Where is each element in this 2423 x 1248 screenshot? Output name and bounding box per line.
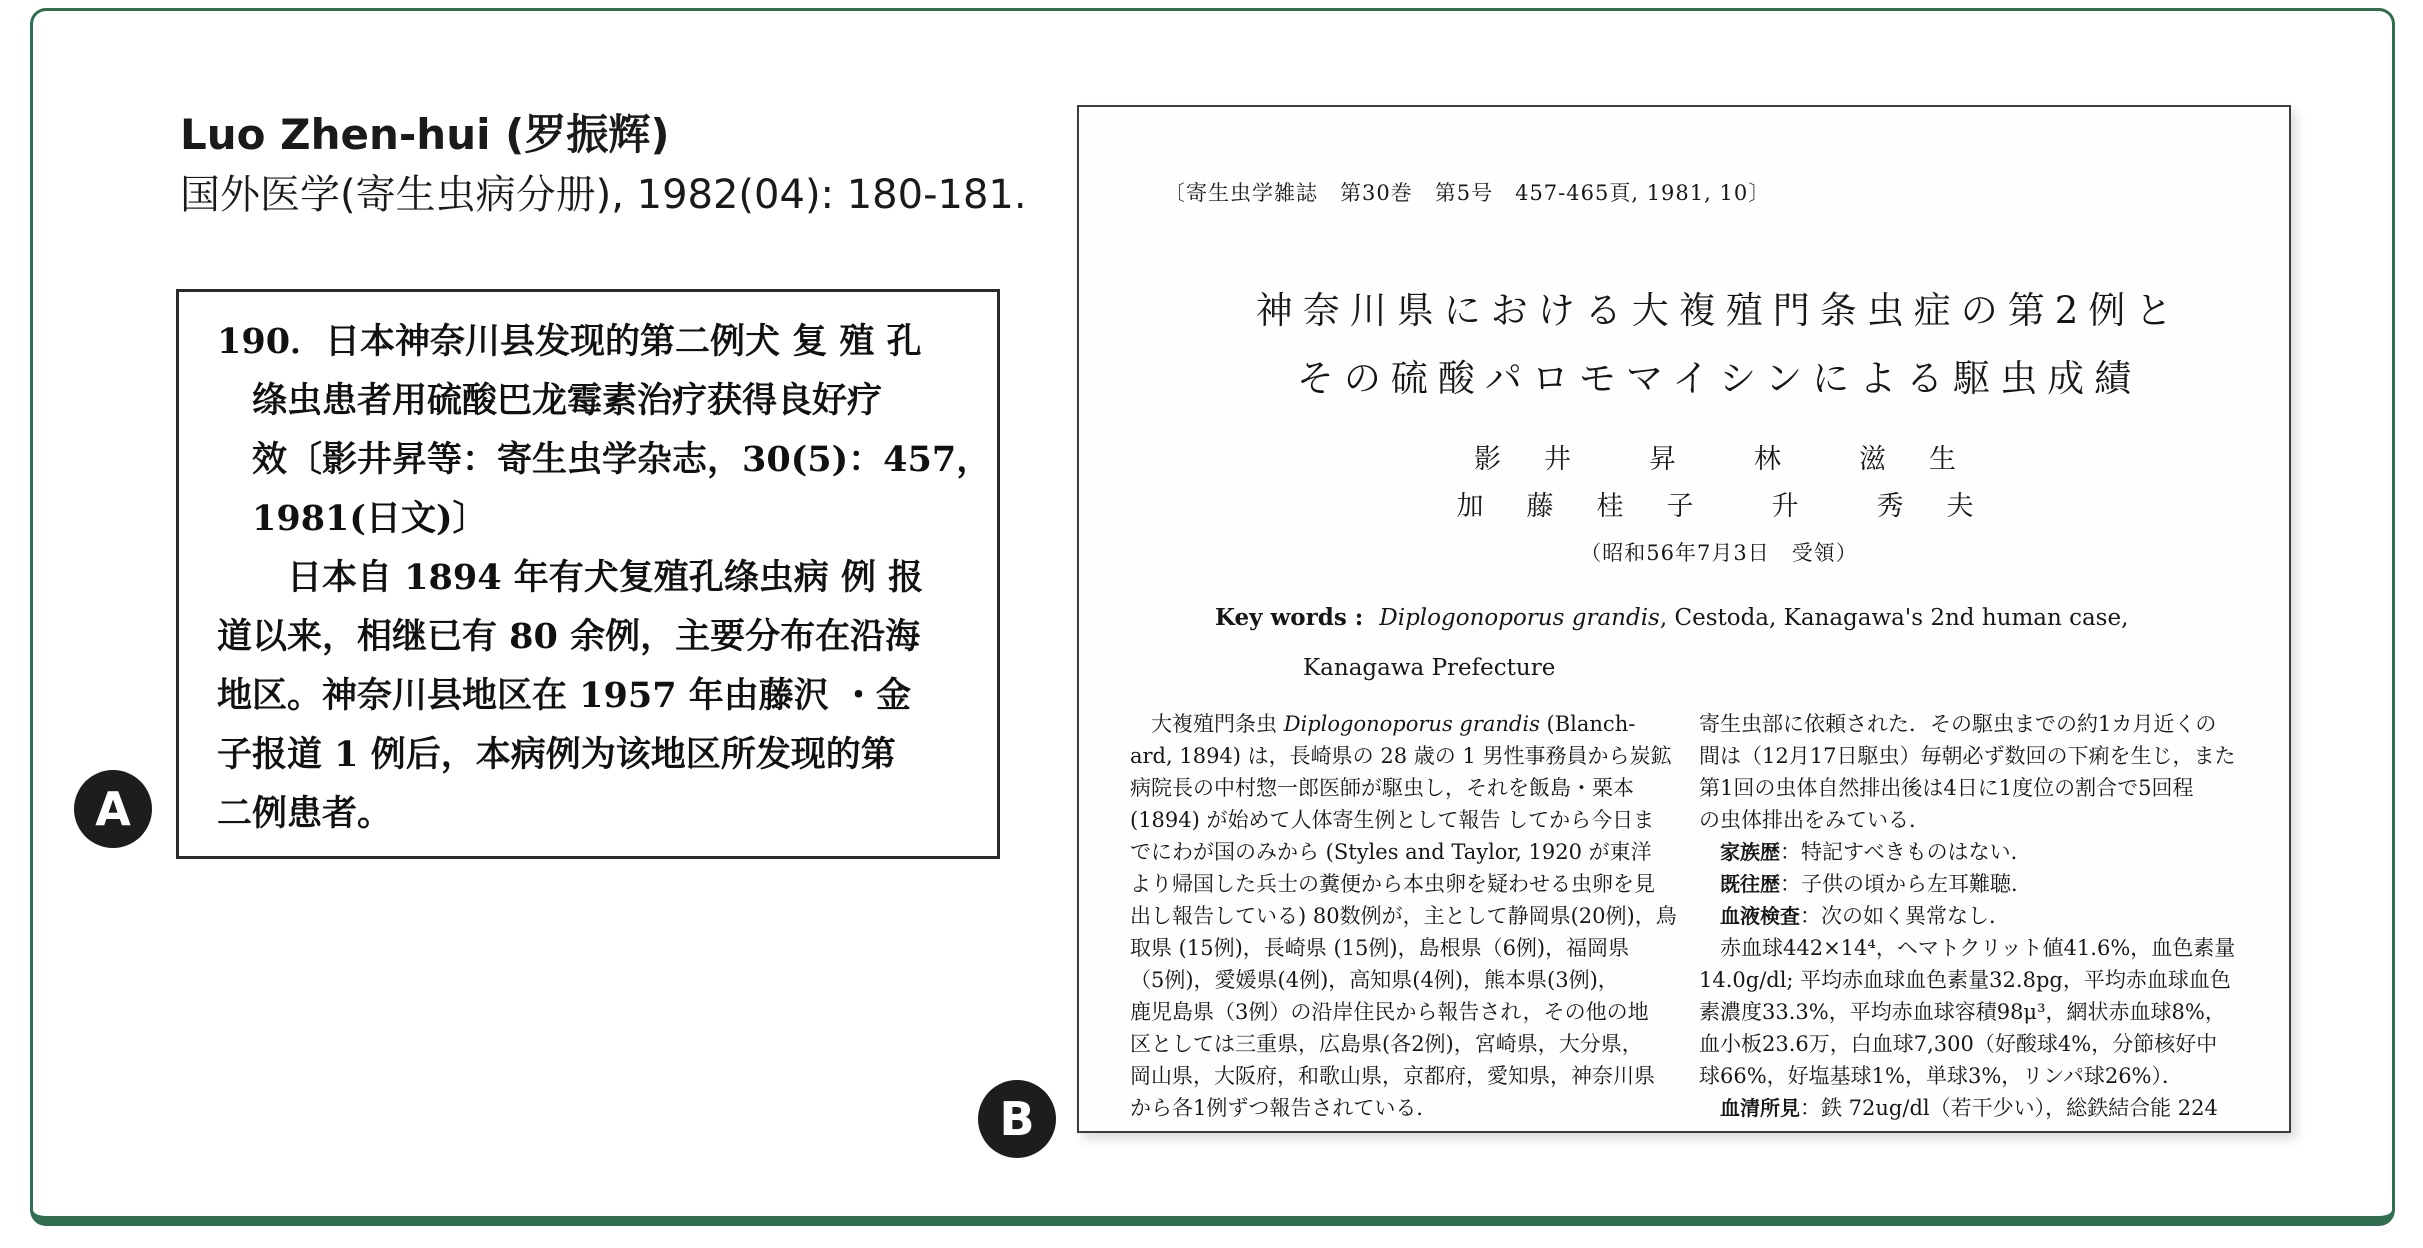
text-line: 第1回の虫体自然排出後は4日に1度位の割合で5回程 (1699, 776, 2194, 800)
bold-run: 既往歴 (1720, 872, 1780, 896)
text-line (1130, 708, 1678, 740)
text-run: ：鉄 72ug/dl（若干少い），総鉄結合能 224 (1800, 1096, 2218, 1120)
text-run (1699, 872, 1720, 896)
text-line: 道以来，相继已有 80 余例，主要分布在沿海 (217, 616, 921, 657)
text-line: より帰国した兵士の糞便から本虫卵を疑わせる虫卵を見 (1130, 872, 1655, 896)
text-line: 14.0g/dl; 平均赤血球血色素量32.8pg，平均赤血球血色 (1699, 968, 2231, 992)
text-run (1699, 1096, 1720, 1120)
text-line: 出し報告している) 80数例が，主として静岡県(20例)，鳥 (1130, 904, 1677, 928)
text-line (1699, 1092, 2281, 1124)
keywords-rest: , Cestoda, Kanagawa's 2nd human case, (1659, 605, 2129, 631)
keywords-line-2: Kanagawa Prefecture (1303, 655, 1556, 681)
text-line: 球66%，好塩基球1%，単球3%，リンパ球26%）． (1699, 1064, 2184, 1088)
text-line: 血小板23.6万，白血球7,300（好酸球4%，分節核好中 (1699, 1032, 2218, 1056)
panel-a-text (217, 312, 992, 843)
text-line: の虫体排出をみている． (1699, 808, 1930, 832)
text-line: 赤血球442×14⁴，ヘマトクリット値41.6%，血色素量 (1699, 936, 2236, 960)
text-line: 病院長の中村惣一郎医師が駆虫し，それを飯島・栗本 (1130, 776, 1634, 800)
text-run: ：子供の頃から左耳難聴． (1780, 872, 2032, 896)
text-line: 效〔影井昇等：寄生虫学杂志，30(5)：457， (217, 439, 992, 480)
text-line: 区としては三重県，広島県(各2例)，宮崎県，大分県， (1130, 1032, 1643, 1056)
text-line: 二例患者。 (217, 793, 393, 834)
body-right-column (1699, 708, 2281, 1124)
panel-a-label-badge (74, 770, 152, 848)
panel-a-label: A (95, 782, 131, 836)
panel-b-label: B (999, 1092, 1035, 1146)
text-line: 間は（12月17日駆虫）毎朝必ず数回の下痢を生じ，また (1699, 744, 2236, 768)
text-run (1699, 840, 1720, 864)
article-title-line1: 神奈川県における大複殖門条虫症の第2例と (1255, 289, 2183, 332)
text-run (1699, 904, 1720, 928)
keywords-line-1 (1215, 604, 2128, 631)
authors-row-2: 加 藤 桂 子 升 秀 夫 (1456, 491, 1982, 522)
text-line: 岡山県，大阪府，和歌山県，京都府，愛知県，神奈川県 (1130, 1064, 1655, 1088)
text-run: ：特記すべきものはない． (1780, 840, 2032, 864)
text-line: （5例)，愛媛県(4例)，高知県(4例)，熊本県(3例)， (1130, 968, 1619, 992)
citation-source: 国外医学(寄生虫病分册), 1982(04): 180-181. (180, 172, 1027, 218)
text-line: ard, 1894) は，長崎県の 28 歳の 1 男性事務員から炭鉱 (1130, 744, 1672, 768)
text-line: 1981(日文)〕 (217, 498, 488, 539)
text-line: 地区。神奈川县地区在 1957 年由藤沢 ・金 (217, 675, 911, 716)
journal-issue-line: 〔寄生虫学雑誌 第30巻 第5号 457-465頁, 1981, 10〕 (1164, 181, 1771, 205)
text-line (1699, 868, 2281, 900)
text-run: ：次の如く異常なし． (1800, 904, 2010, 928)
bold-run: 血液検査 (1720, 904, 1800, 928)
text-line: 日本自 1894 年有犬复殖孔绦虫病 例 报 (217, 557, 924, 598)
bold-run: 血清所見 (1720, 1096, 1800, 1120)
bold-run: 家族歴 (1720, 840, 1780, 864)
citation-header (180, 108, 1027, 222)
article-title-line2: その硫酸パロモマイシンによる駆虫成績 (1296, 357, 2142, 400)
body-left-column (1130, 708, 1678, 1124)
italic-run: Diplogonoporus grandis (1283, 712, 1540, 736)
received-date: （昭和56年7月3日 受領） (1580, 541, 1858, 565)
text-line: 寄生虫部に依頼された．その駆虫までの約1カ月近くの (1699, 712, 2217, 736)
text-line: (1894) が始めて人体寄生例として報告 してから今日ま (1130, 808, 1655, 832)
text-line: 190．日本神奈川县发现的第二例犬 复 殖 孔 (217, 321, 922, 362)
text-line: 取県 (15例)，長崎県 (15例)，島根県（6例)，福岡県 (1130, 936, 1630, 960)
text-line: 素濃度33.3%，平均赤血球容積98μ³，網状赤血球8%， (1699, 1000, 2226, 1024)
text-run: (Blanch- (1539, 712, 1636, 736)
authors-row-1: 影 井 昇 林 滋 生 (1474, 444, 1964, 475)
panel-b-label-badge (978, 1080, 1056, 1158)
text-line (1699, 900, 2281, 932)
text-line: から各1例ずつ報告されている． (1130, 1096, 1438, 1120)
keywords-label: Key words : (1215, 604, 1364, 631)
text-run: 大複殖門条虫 (1130, 712, 1284, 736)
keywords-species-term: Diplogonoporus grandis (1379, 605, 1660, 631)
text-line: 子报道 1 例后，本病例为该地区所发现的第 (217, 734, 896, 775)
panel-a-abstract-box (176, 289, 1000, 859)
text-line: 鹿児島県（3例）の沿岸住民から報告され，その他の地 (1130, 1000, 1649, 1024)
citation-author: Luo Zhen-hui (罗振辉) (180, 110, 670, 159)
panel-b-scan-page (1077, 105, 2291, 1133)
text-line: でにわが国のみから (Styles and Taylor, 1920 が東洋 (1130, 840, 1652, 864)
text-line: 绦虫患者用硫酸巴龙霉素治疗获得良好疗 (217, 380, 883, 421)
text-line (1699, 836, 2281, 868)
